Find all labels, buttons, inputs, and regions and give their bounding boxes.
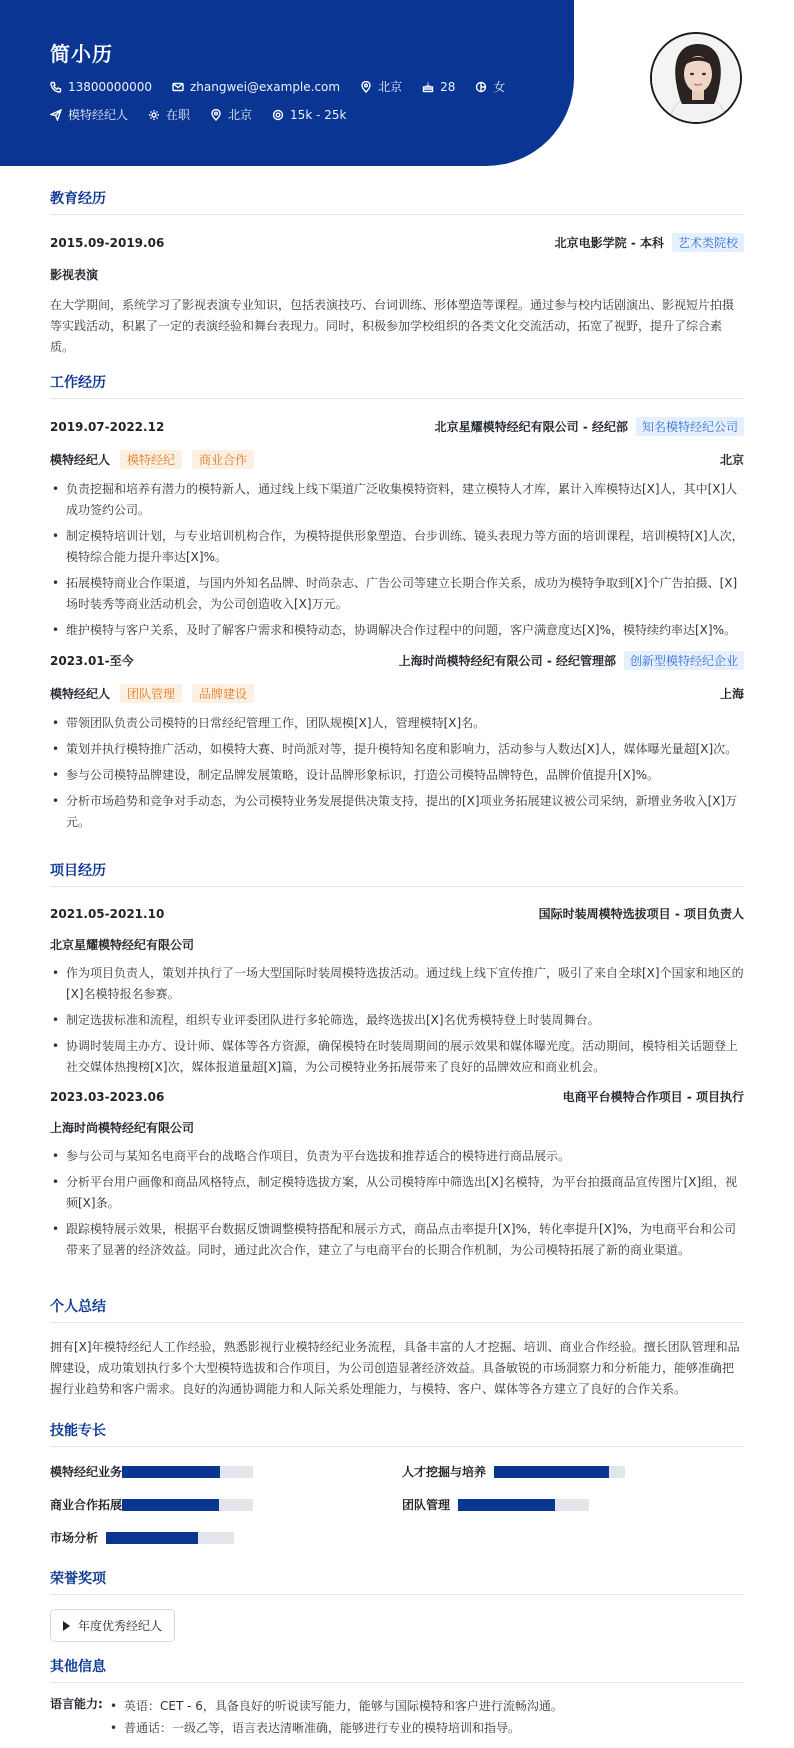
- education-date: 2015.09-2019.06: [50, 235, 165, 250]
- list-item: • 制定模特培训计划，与专业培训机构合作，为模特提供形象塑造、台步训练、镜头表现力等方面的培训课程，培训模特[X]人次，模特综合能力提升率达[X]%。: [50, 526, 744, 568]
- skill-item: [50, 1529, 402, 1546]
- gender-text: 女: [493, 80, 506, 94]
- other-title: 其他信息: [50, 1656, 744, 1683]
- job-role: 模特经纪人: [50, 687, 111, 701]
- skill-item: [402, 1496, 744, 1513]
- skill-label: 市场分析: [50, 1531, 99, 1545]
- list-item: • 英语：CET - 6，具备良好的听说读写能力，能够与国际模特和客户进行流畅沟通。: [110, 1695, 563, 1717]
- location-icon: [210, 109, 222, 121]
- other-section: [50, 1656, 744, 1739]
- list-item: • 作为项目负责人，策划并执行了一场大型国际时装周模特选拔活动。通过线上线下宣传推广，吸引了来自全球[X]个国家和地区的[X]名模特报名参赛。: [50, 963, 744, 1005]
- project-date: 2023.03-2023.06: [50, 1089, 165, 1104]
- skill-label: 模特经纪业务: [50, 1465, 123, 1479]
- skill-bar: [494, 1466, 625, 1478]
- project-org: [50, 936, 744, 953]
- list-item: • 拓展模特商业合作渠道，与国内外知名品牌、时尚杂志、广告公司等建立长期合作关系，成功为模特争取到[X]个广告拍摄、[X]场时装秀等商业活动机会，为公司创造收入[X]万元。: [50, 573, 744, 615]
- list-item: • 协调时装周主办方、设计师、媒体等各方资源，确保模特在时装周期间的展示效果和媒体曝光度。活动期间，模特相关话题登上社交媒体热搜榜[X]次，媒体报道量超[X]篇，为公司模特业务拓展带来了良好的品牌效应和商业机会。: [50, 1036, 744, 1078]
- email-item: [172, 80, 340, 94]
- project-org-text: 北京星耀模特经纪有限公司: [50, 938, 195, 952]
- projects-title: 项目经历: [50, 860, 744, 887]
- skills-section: [50, 1420, 744, 1546]
- skill-label: 人才挖掘与培养: [402, 1465, 487, 1479]
- city-text: 北京: [378, 80, 403, 94]
- phone-text: 13800000000: [68, 79, 152, 94]
- salary-text: 15k - 25k: [290, 107, 347, 122]
- list-item: • 维护模特与客户关系，及时了解客户需求和模特动态，协调解决合作过程中的问题，客户满意度达[X]%，模特续约率达[X]%。: [50, 620, 744, 641]
- job-bullets: [50, 713, 744, 833]
- project-name: 电商平台模特合作项目 - 项目执行: [562, 1090, 744, 1104]
- profile-photo: [650, 32, 742, 124]
- gender-icon: [475, 81, 487, 93]
- project-head: [50, 1088, 744, 1105]
- skill-bar: [106, 1532, 234, 1544]
- education-desc: 在大学期间，系统学习了影视表演专业知识，包括表演技巧、台词训练、形体塑造等课程。通过参与校内话剧演出、影视短片拍摄等实践活动，积累了一定的表演经验和舞台表现力。同时，积极参加学校组织的各类文化交流活动，拓宽了视野，提升了综合素质。: [50, 298, 735, 354]
- position-item: [50, 106, 128, 123]
- skill-bar-fill: [458, 1499, 555, 1511]
- email-text: zhangwei@example.com: [189, 79, 341, 94]
- location-icon: [360, 81, 372, 93]
- work-section: [50, 372, 744, 838]
- list-item: • 跟踪模特展示效果，根据平台数据反馈调整模特搭配和展示方式，商品点击率提升[X]%，转化率提升[X]%，为电商平台和公司带来了显著的经济效益。同时，通过此次合作，建立了与电商平台的长期合作机制，为公司模特拓展了新的商业渠道。: [50, 1219, 744, 1261]
- job-tag: 商业合作: [192, 450, 254, 469]
- mail-icon: [172, 81, 184, 93]
- award-text: 年度优秀经纪人: [78, 1619, 163, 1633]
- education-title: 教育经历: [50, 188, 744, 215]
- job-role: 模特经纪人: [50, 453, 111, 467]
- job-bullets: [50, 479, 744, 641]
- education-school: 北京电影学院 - 本科: [554, 236, 664, 250]
- job-role-row: [50, 684, 744, 703]
- project-org-text: 上海时尚模特经纪有限公司: [50, 1121, 195, 1135]
- job-company: 上海时尚模特经纪有限公司 - 经纪管理部: [398, 654, 616, 668]
- cake-icon: [422, 81, 434, 93]
- language-list: [110, 1695, 563, 1739]
- project-date: 2021.05-2021.10: [50, 906, 165, 921]
- work-title: 工作经历: [50, 372, 744, 399]
- job-tag: 团队管理: [120, 684, 182, 703]
- project-head: [50, 905, 744, 922]
- skill-bar-fill: [122, 1466, 220, 1478]
- list-item: • 带领团队负责公司模特的日常经纪管理工作，团队规模[X]人，管理模特[X]名。: [50, 713, 744, 734]
- status-text: 在职: [166, 108, 191, 122]
- skill-bar: [122, 1466, 253, 1478]
- skill-item: [50, 1463, 402, 1480]
- list-item: • 分析市场趋势和竞争对手动态，为公司模特业务发展提供决策支持，提出的[X]项业务拓展建议被公司采纳，新增业务收入[X]万元。: [50, 791, 744, 833]
- skill-item: [50, 1496, 402, 1513]
- age-text: 28: [440, 79, 456, 94]
- list-item: • 策划并执行模特推广活动，如模特大赛、时尚派对等，提升模特知名度和影响力，活动参与人数达[X]人，媒体曝光量超[X]次。: [50, 739, 744, 760]
- job-company-tag: 知名模特经纪公司: [636, 417, 744, 436]
- list-item: • 参与公司与某知名电商平台的战略合作项目，负责为平台选拔和推荐适合的模特进行商品展示。: [50, 1146, 744, 1167]
- education-tag: 艺术类院校: [672, 233, 744, 252]
- education-section: [50, 188, 744, 358]
- awards-title: 荣誉奖项: [50, 1568, 744, 1595]
- awards-list: [50, 1609, 744, 1642]
- phone-item: [50, 80, 152, 94]
- job-role-row: [50, 450, 744, 469]
- list-item: • 制定选拔标准和流程，组织专业评委团队进行多轮筛选，最终选拔出[X]名优秀模特登上时装周舞台。: [50, 1010, 744, 1031]
- project-bullets: [50, 1146, 744, 1261]
- target-city-text: 北京: [228, 108, 253, 122]
- award-item: [50, 1609, 175, 1642]
- skill-bar: [458, 1499, 589, 1511]
- list-item: • 负责挖掘和培养有潜力的模特新人，通过线上线下渠道广泛收集模特资料，建立模特人才库，累计入库模特达[X]人，其中[X]人成功签约公司。: [50, 479, 744, 521]
- gear-icon: [148, 109, 160, 121]
- project-name: 国际时装周模特选拔项目 - 项目负责人: [538, 907, 744, 921]
- education-head: [50, 233, 744, 252]
- job-tag: 品牌建设: [192, 684, 254, 703]
- job-company: 北京星耀模特经纪有限公司 - 经纪部: [434, 420, 628, 434]
- job-date: 2023.01-至今: [50, 654, 134, 668]
- status-item: [148, 106, 190, 123]
- awards-section: [50, 1568, 744, 1642]
- position-text: 模特经纪人: [68, 108, 129, 122]
- header-banner: [0, 0, 574, 166]
- skill-bar: [122, 1499, 253, 1511]
- salary-item: [272, 108, 346, 122]
- list-item: • 参与公司模特品牌建设，制定品牌发展策略，设计品牌形象标识，打造公司模特品牌特色，品牌价值提升[X]%。: [50, 765, 744, 786]
- skill-bar-fill: [122, 1499, 219, 1511]
- skill-bar-fill: [494, 1466, 609, 1478]
- skill-item: [402, 1463, 744, 1480]
- gender-item: [475, 78, 505, 95]
- job-location: 上海: [719, 687, 744, 701]
- skill-label: 商业合作拓展: [50, 1498, 123, 1512]
- summary-title: 个人总结: [50, 1296, 744, 1323]
- projects-section: [50, 860, 744, 1266]
- target-city-item: [210, 106, 252, 123]
- skills-grid: [50, 1463, 744, 1546]
- job-head: [50, 651, 744, 670]
- skills-title: 技能专长: [50, 1420, 744, 1447]
- money-icon: [272, 109, 284, 121]
- candidate-name: 简小历: [50, 42, 113, 66]
- job-intent-row: [50, 106, 366, 123]
- send-icon: [50, 109, 62, 121]
- triangle-icon: [63, 1621, 70, 1631]
- age-item: [422, 80, 455, 94]
- summary-section: [50, 1296, 744, 1400]
- education-major-text: 影视表演: [50, 268, 99, 282]
- job-date: 2019.07-2022.12: [50, 419, 165, 434]
- summary-text: 拥有[X]年模特经纪人工作经验，熟悉影视行业模特经纪业务流程，具备丰富的人才挖掘、培训、商业合作经验。擅长团队管理和品牌建设，成功策划执行多个大型模特选拔和合作项目，为公司创造显著经济效益。具备敏锐的市场洞察力和分析能力，能够准确把握行业趋势和客户需求。良好的沟通协调能力和人际关系处理能力，与模特、客户、媒体等各方建立了良好的合作关系。: [50, 1340, 740, 1396]
- education-major: [50, 266, 744, 283]
- list-item: • 普通话：一级乙等，语言表达清晰准确，能够进行专业的模特培训和指导。: [110, 1717, 563, 1739]
- skill-label: 团队管理: [402, 1498, 451, 1512]
- contact-row: [50, 78, 525, 95]
- job-head: [50, 417, 744, 436]
- city-item: [360, 78, 402, 95]
- project-bullets: [50, 963, 744, 1078]
- skill-bar-fill: [106, 1532, 198, 1544]
- project-org: [50, 1119, 744, 1136]
- job-company-tag: 创新型模特经纪企业: [624, 651, 744, 670]
- language-row: [50, 1695, 744, 1739]
- language-label: 语言能力:: [50, 1697, 103, 1711]
- job-location: 北京: [719, 453, 744, 467]
- phone-icon: [50, 81, 62, 93]
- list-item: • 分析平台用户画像和商品风格特点，制定模特选拔方案，从公司模特库中筛选出[X]名模特，为平台拍摄商品宣传图片[X]组，视频[X]条。: [50, 1172, 744, 1214]
- job-tag: 模特经纪: [120, 450, 182, 469]
